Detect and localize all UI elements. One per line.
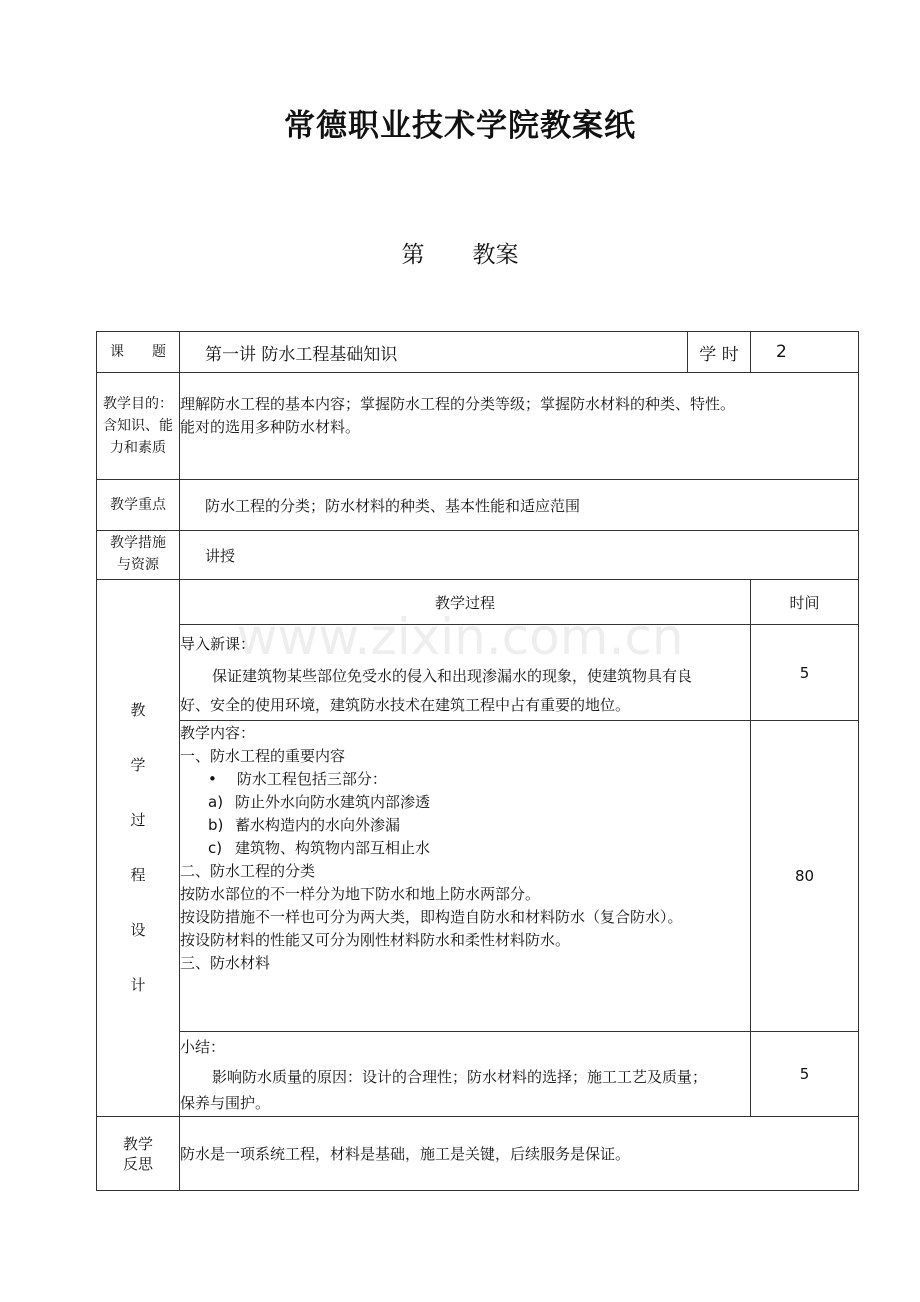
row-reflection — [97, 1117, 859, 1191]
reflection-label: 教学 反思 — [97, 1117, 180, 1191]
lesson-plan-table — [96, 331, 859, 1191]
goals-label: 教学目的： 含知识、能 力和素质 — [97, 373, 180, 480]
section-2-line: 按设防措施不一样也可分为两大类，即构造自防水和材料防水（复合防水）。 — [180, 908, 683, 926]
row-summary — [97, 1032, 859, 1117]
document-title: 常德职业技术学院教案纸 — [284, 108, 636, 144]
row-content — [97, 721, 859, 1032]
goals-value: 理解防水工程的基本内容；掌握防水工程的分类等级；掌握防水材料的种类、特性。 能对的选用多种防水材料。 — [180, 373, 859, 480]
row-intro — [97, 625, 859, 721]
row-key-points — [97, 480, 859, 531]
intro-time: 5 — [751, 625, 859, 721]
reflection-value: 防水是一项系统工程，材料是基础，施工是关键，后续服务是保证。 — [180, 1117, 859, 1191]
section-3-heading: 三、防水材料 — [180, 954, 271, 972]
row-goals — [97, 373, 859, 480]
summary-cell: 小结： 影响防水质量的原因：设计的合理性；防水材料的选择；施工工艺及质量； 保养与围护。 — [180, 1032, 751, 1117]
key-points-label: 教学重点 — [97, 480, 180, 531]
topic-label: 课 题 — [97, 332, 180, 373]
topic-value: 第一讲 防水工程基础知识 — [180, 332, 688, 373]
lesson-prefix: 第 — [401, 242, 425, 268]
content-cell — [180, 721, 751, 1032]
summary-time: 5 — [751, 1032, 859, 1117]
row-process-header — [97, 580, 859, 625]
summary-title: 小结： — [180, 1038, 226, 1056]
section-2-line: 按设防材料的性能又可分为刚性材料防水和柔性材料防水。 — [180, 931, 571, 949]
time-header: 时间 — [751, 580, 859, 625]
row-methods — [97, 531, 859, 580]
intro-cell: 导入新课： 保证建筑物某些部位免受水的侵入和出现渗漏水的现象，使建筑物具有良 好、安全的使用环境，建筑防水技术在建筑工程中占有重要的地位。 — [180, 625, 751, 721]
content-time: 80 — [751, 721, 859, 1032]
process-side-label: 教 学 过 程 设 计 — [97, 580, 180, 1117]
section-2-line: 按防水部位的不一样分为地下防水和地上防水两部分。 — [180, 885, 541, 903]
lesson-suffix: 教案 — [472, 242, 519, 268]
list-item: b) 蓄水构造内的水向外渗漏 — [208, 816, 401, 834]
section-1-bullet: • 防水工程包括三部分： — [208, 770, 387, 788]
methods-label: 教学措施 与资源 — [97, 531, 180, 580]
key-points-value: 防水工程的分类；防水材料的种类、基本性能和适应范围 — [180, 480, 859, 531]
content-title: 教学内容： — [180, 724, 256, 742]
section-1-heading: 一、防水工程的重要内容 — [180, 747, 346, 765]
hours-value: 2 — [751, 332, 859, 373]
process-header: 教学过程 — [180, 580, 751, 625]
lesson-number-line — [0, 236, 920, 269]
intro-title: 导入新课： — [180, 635, 256, 653]
list-item: c) 建筑物、构筑物内部互相止水 — [208, 839, 431, 857]
hours-label: 学 时 — [688, 332, 751, 373]
row-topic — [97, 332, 859, 373]
methods-value: 讲授 — [180, 531, 859, 580]
watermark: www.zixin.com.cn — [236, 608, 684, 666]
section-2-heading: 二、防水工程的分类 — [180, 862, 316, 880]
list-item: a) 防止外水向防水建筑内部渗透 — [208, 793, 431, 811]
